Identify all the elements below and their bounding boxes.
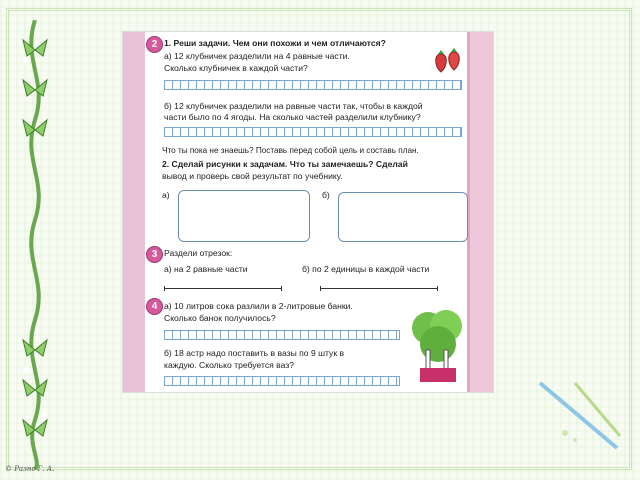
strawberry-icon	[432, 46, 464, 76]
task-text: б) 18 астр надо поставить в вазы по 9 штук в	[164, 348, 345, 358]
label-a: а)	[162, 190, 170, 200]
task-text: каждую. Сколько требуется ваз?	[164, 360, 295, 370]
hint-text: Что ты пока не знаешь? Поставь перед собой цель и составь план.	[162, 146, 419, 155]
task-text: Сколько банок получилось?	[164, 313, 276, 323]
tree-icon	[410, 306, 466, 386]
task-text: Сколько клубничек в каждой части?	[164, 63, 308, 73]
line-segment-b[interactable]	[320, 288, 438, 289]
task-heading: 2. Сделай рисунки к задачам. Что ты замечаешь? Сделай	[162, 159, 408, 169]
left-margin-strip	[123, 32, 145, 392]
task-text: а) 10 литров сока разлили в 2-литровые банки.	[164, 301, 353, 311]
drawing-box-b[interactable]	[338, 192, 468, 242]
right-margin-strip	[470, 32, 493, 392]
answer-cells[interactable]	[164, 127, 462, 137]
task-number-badge: 2	[146, 36, 163, 53]
task-text: б) по 2 единицы в каждой части	[302, 264, 430, 274]
drawing-box-a[interactable]	[178, 190, 310, 242]
copyright-footer: © Разнс Г. А.	[5, 465, 55, 473]
answer-cells[interactable]	[164, 80, 462, 90]
task-text: б) 12 клубничек разделили на равные части так, чтобы в каждой	[164, 101, 423, 111]
line-segment-a[interactable]	[164, 288, 282, 289]
task-text: вывод и проверь свой результат по учебнику.	[162, 171, 343, 181]
answer-cells[interactable]	[164, 330, 400, 340]
task-heading: 1. Реши задачи. Чем они похожи и чем отличаются?	[164, 38, 386, 48]
label-b: б)	[322, 190, 330, 200]
task-heading: Раздели отрезок:	[164, 248, 233, 258]
pencil-decoration	[535, 378, 625, 458]
task-text: а) на 2 равные части	[164, 264, 248, 274]
task-text: части было по 4 ягоды. На сколько частей разделили клубнику?	[164, 112, 421, 122]
answer-cells[interactable]	[164, 376, 400, 386]
task-number-badge: 3	[146, 246, 163, 263]
vine-decoration	[12, 20, 58, 470]
task-text: а) 12 клубничек разделили на 4 равные части.	[164, 51, 350, 61]
task-number-badge: 4	[146, 298, 163, 315]
